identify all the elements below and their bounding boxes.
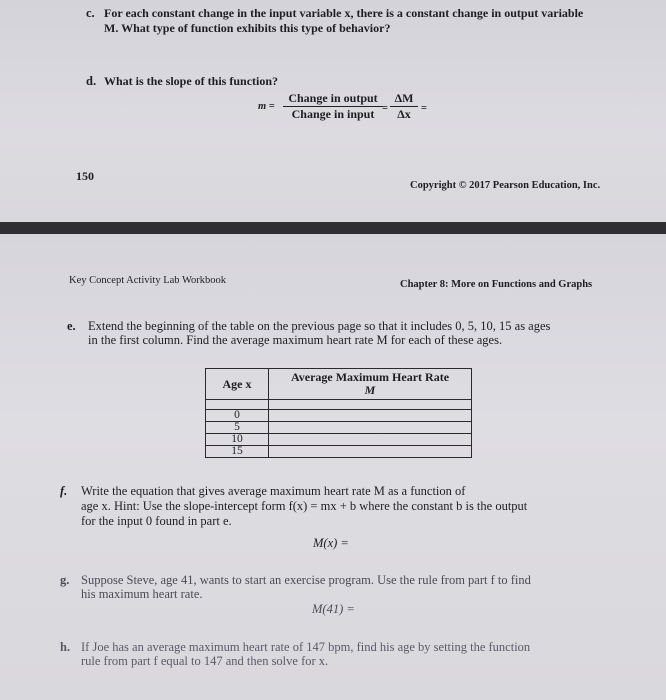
heart-rate-column-header [269,369,472,400]
heart-rate-table [205,368,472,458]
page-number: 150 [76,169,94,183]
slope-fraction-delta [390,91,418,122]
item-f-answer: M(x) = [313,536,349,550]
table-header-row [206,369,472,400]
delta-denominator: Δx [397,107,411,121]
equals-sign-1: = [382,103,388,114]
age-cell: 5 [206,422,269,434]
table-row [206,410,472,422]
item-g-line1: Suppose Steve, age 41, wants to start an exercise program. Use the rule from part f to find [81,573,531,587]
table-cell [206,400,269,410]
item-h-line1: If Joe has an average maximum heart rate of 147 bpm, find his age by setting the function [81,640,531,654]
item-f-letter: f. [60,484,68,498]
slope-m-label: m = [258,101,275,112]
item-d-text: What is the slope of this function? [104,74,279,88]
item-g-answer: M(41) = [312,602,355,616]
delta-numerator: ΔM [390,91,418,107]
table-row [206,434,472,446]
item-h-letter: h. [60,640,71,654]
current-page [0,234,666,700]
item-d-letter: d. [86,74,97,88]
fraction-denominator: Change in input [291,107,375,121]
age-cell: 10 [206,434,269,446]
item-e-letter: e. [67,319,76,333]
heart-rate-cell [269,446,472,458]
item-c-letter: c. [86,6,95,20]
table-cell [269,400,472,410]
item-f-line3: for the input 0 found in part e. [81,514,232,528]
heart-rate-cell [269,410,472,422]
item-f-line2: age x. Hint: Use the slope-intercept form f(x) = mx + b where the constant b is the output [81,499,528,513]
table-spacer-row [206,400,472,410]
item-g-letter: g. [60,573,70,587]
chapter-title: Chapter 8: More on Functions and Graphs [400,279,593,290]
item-c-line2: M. What type of function exhibits this type of behavior? [104,21,391,35]
table-row [206,422,472,434]
slope-fraction-words [283,91,383,122]
age-column-header: Age x [206,369,269,400]
age-cell: 0 [206,410,269,422]
item-e-line2: in the first column. Find the average maximum heart rate M for each of these ages. [88,333,503,347]
workbook-title: Key Concept Activity Lab Workbook [69,275,227,286]
heart-rate-cell [269,434,472,446]
previous-page [0,0,666,222]
item-h-line2: rule from part f equal to 147 and then solve for x. [81,654,329,668]
item-f-line1: Write the equation that gives average maximum heart rate M as a function of [81,484,466,498]
age-cell: 15 [206,446,269,458]
equals-sign-2: = [421,103,427,114]
table-row [206,446,472,458]
heart-rate-cell [269,422,472,434]
fraction-numerator: Change in output [283,91,383,107]
copyright-notice: Copyright © 2017 Pearson Education, Inc. [410,180,601,191]
item-g-line2: his maximum heart rate. [81,587,203,601]
item-c-line1: For each constant change in the input variable x, there is a constant change in output variable [104,6,584,20]
page-gap [0,222,666,234]
item-e-line1: Extend the beginning of the table on the previous page so that it includes 0, 5, 10, 15 as ages [88,319,551,333]
heart-rate-header-line2: M [364,383,376,397]
heart-rate-header-line1: Average Maximum Heart Rate [290,370,450,384]
